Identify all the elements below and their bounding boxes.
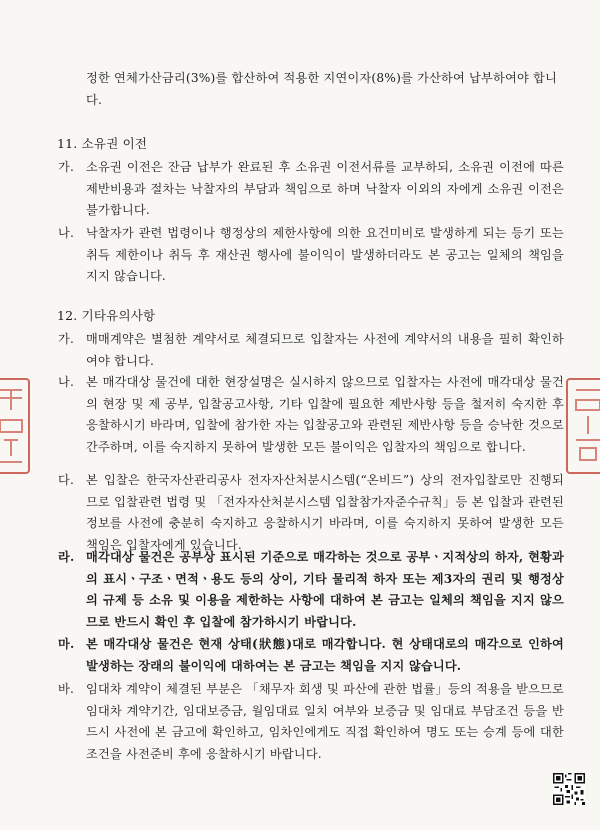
item-marker: 가.	[58, 160, 75, 174]
item-marker: 바.	[58, 682, 75, 696]
item-marker: 나.	[58, 226, 75, 240]
item-text: 매각대상 물건은 공부상 표시된 기준으로 매각하는 것으로 공부ㆍ지적상의 하자, 현황과의 표시ㆍ구조ㆍ면적ㆍ용도 등의 상이, 기타 물리적 하자 또는 제3자의 권리 및 행정상의 규제 등 소유 및 이용을 제한하는 사항에 대하여 본 금고는 일체의 책임을 지지 않으므로 반드시 확인 후 입찰에 참가하시기 바랍니다.	[86, 550, 564, 629]
red-seal-stamp-icon	[0, 378, 30, 474]
item-text: 낙찰자가 관련 법령이나 행정상의 제한사항에 의한 요건미비로 발생하게 되는 등기 또는 취득 제한이나 취득 후 재산권 행사에 불이익이 발생하더라도 본 공고는 일체의 책임을 지지 않습니다.	[86, 226, 564, 283]
item-marker: 다.	[58, 473, 75, 487]
list-item	[58, 157, 568, 222]
item-text: 매매계약은 별첨한 계약서로 체결되므로 입찰자는 사전에 계약서의 내용을 필히 확인하여야 합니다.	[86, 332, 564, 368]
item-text: 본 입찰은 한국자산관리공사 전자자산처분시스템(“온비드”) 상의 전자입찰로만 진행되므로 입찰관련 법령 및 「전자자산처분시스템 입찰참가자준수규칙」등 본 입찰과 관련된 정보를 사전에 충분히 숙지하고 응찰하시기 바라며, 이를 숙지하지 못하여 발생한 모든 책임은 입찰자에게 있습니다.	[86, 473, 564, 552]
list-item	[58, 470, 568, 556]
section-heading-12: 12. 기타유의사항	[57, 308, 156, 323]
red-seal-stamp-icon	[566, 378, 600, 474]
item-marker: 나.	[58, 375, 75, 389]
qr-code-icon	[553, 773, 585, 805]
item-text: 본 매각대상 물건은 현재 상태(狀態)대로 매각합니다. 현 상태대로의 매각으로 인하여 발생하는 장래의 불이익에 대하여는 본 금고는 책임을 지지 않습니다.	[86, 637, 564, 673]
item-text: 소유권 이전은 잔금 납부가 완료된 후 소유권 이전서류를 교부하되, 소유권 이전에 따른 제반비용과 절차는 낙찰자의 부담과 책임으로 하며 낙찰자 이외의 자에게 소유권 이전은 불가합니다.	[86, 160, 564, 217]
list-item	[58, 223, 568, 288]
section-heading-11: 11. 소유권 이전	[57, 136, 148, 151]
item-marker: 마.	[58, 637, 75, 651]
item-marker: 라.	[58, 550, 75, 564]
item-marker: 가.	[58, 332, 75, 346]
list-item	[58, 372, 568, 458]
item-text: 본 매각대상 물건에 대한 현장설명은 실시하지 않으므로 입찰자는 사전에 매각대상 물건의 현장 및 제 공부, 입찰공고사항, 기타 입찰에 필요한 제반사항 등을 철저히 숙지한 후 응찰하시기 바라며, 입찰에 참가한 자는 입찰공고와 관련된 제반사항 등을 승낙한 것으로 간주하며, 이를 숙지하지 못하여 발생한 모든 불이익은 입찰자의 책임으로 합니다.	[86, 375, 564, 454]
item-text: 임대차 계약이 체결된 부분은 「채무자 회생 및 파산에 관한 법률」등의 적용을 받으므로 임대차 계약기간, 임대보증금, 월임대료 일치 여부와 보증금 및 임대료 부담조건 등을 반드시 사전에 본 금고에 확인하고, 임차인에게도 직접 확인하여 명도 또는 승계 등에 대한 조건을 사전준비 후에 응찰하시기 바랍니다.	[86, 682, 564, 761]
continuation-text: 정한 연체가산금리(3%)를 합산하여 적용한 지연이자(8%)를 가산하여 납부하여야 합니다.	[86, 71, 557, 107]
list-item	[58, 329, 568, 372]
list-item	[58, 547, 568, 633]
list-item	[58, 634, 568, 677]
list-item	[58, 679, 568, 765]
